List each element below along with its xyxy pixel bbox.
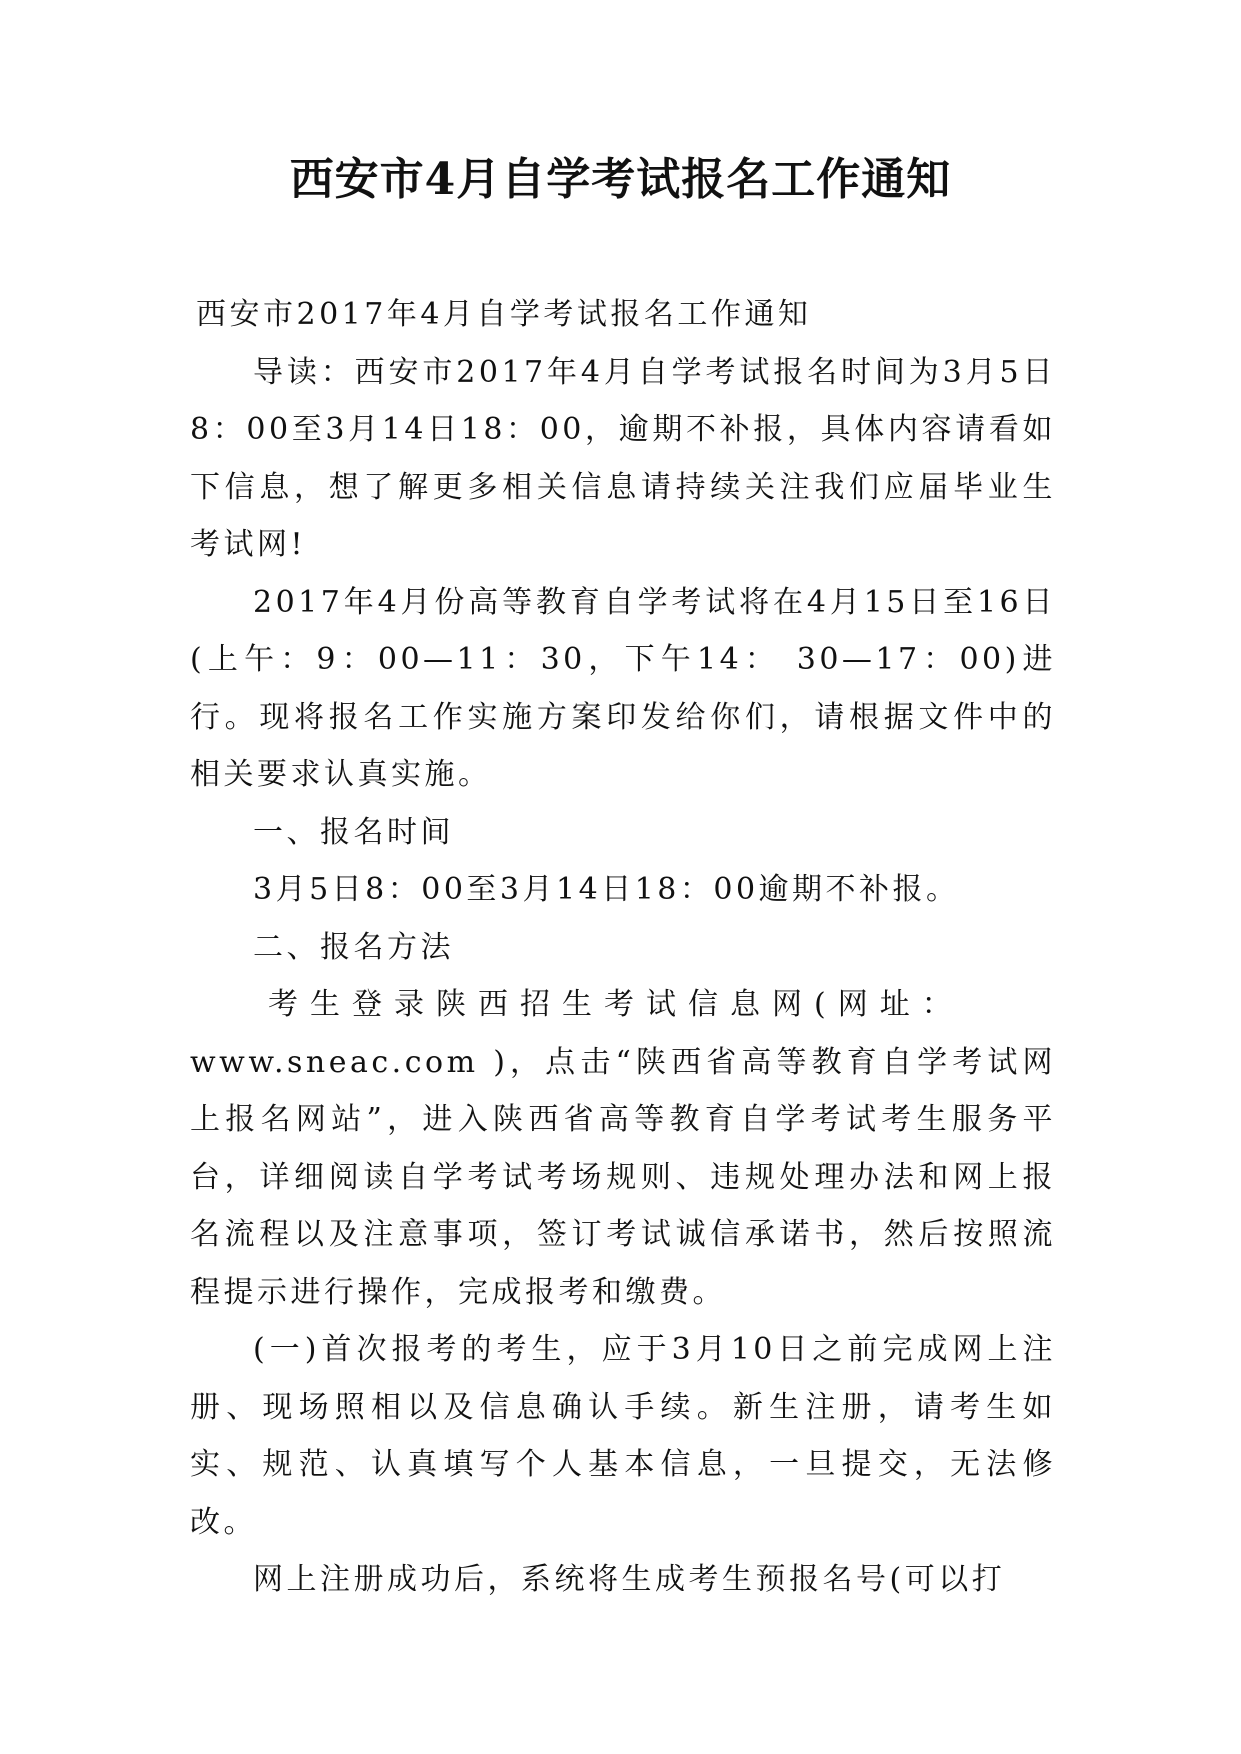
exam-schedule-paragraph: 2017年4月份高等教育自学考试将在4月15日至16日(上午：9：00—11：30，下午14： 30—17：00)进行。现将报名工作实施方案印发给你们，请根据文件中的相关要求认真实施。 [190, 584, 1056, 792]
subtitle-paragraph: 西安市2017年4月自学考试报名工作通知 [196, 297, 812, 332]
document-title: 西安市4月自学考试报名工作通知 [289, 154, 952, 205]
registration-time-paragraph: 3月5日8：00至3月14日18：00逾期不补报。 [253, 872, 960, 907]
online-registration-paragraph: 网上注册成功后，系统将生成考生预报名号(可以打 [253, 1562, 1006, 1597]
first-time-candidates-paragraph: (一)首次报考的考生，应于3月10日之前完成网上注册、现场照相以及信息确认手续。新生注册，请考生如实、规范、认真填写个人基本信息，一旦提交，无法修改。 [190, 1332, 1056, 1540]
section-heading-registration-method: 二、报名方法 [253, 929, 454, 965]
intro-paragraph: 导读：西安市2017年4月自学考试报名时间为3月5日8：00至3月14日18：00，逾期不补报，具体内容请看如下信息，想了解更多相关信息请持续关注我们应届毕业生考试网! [190, 354, 1056, 562]
document-body [190, 286, 1056, 1609]
registration-method-line: 考生登录陕西招生考试信息网(网址： [268, 987, 964, 1022]
section-heading-registration-time: 一、报名时间 [253, 814, 454, 850]
registration-method-paragraph: www.sneac.com )，点击“陕西省高等教育自学考试网上报名网站”，进入陕西省高等教育自学考试考生服务平台，详细阅读自学考试考场规则、违规处理办法和网上报名流程以及注意事项，签订考试诚信承诺书，然后按照流程提示进行操作，完成报考和缴费。 [190, 1044, 1056, 1310]
